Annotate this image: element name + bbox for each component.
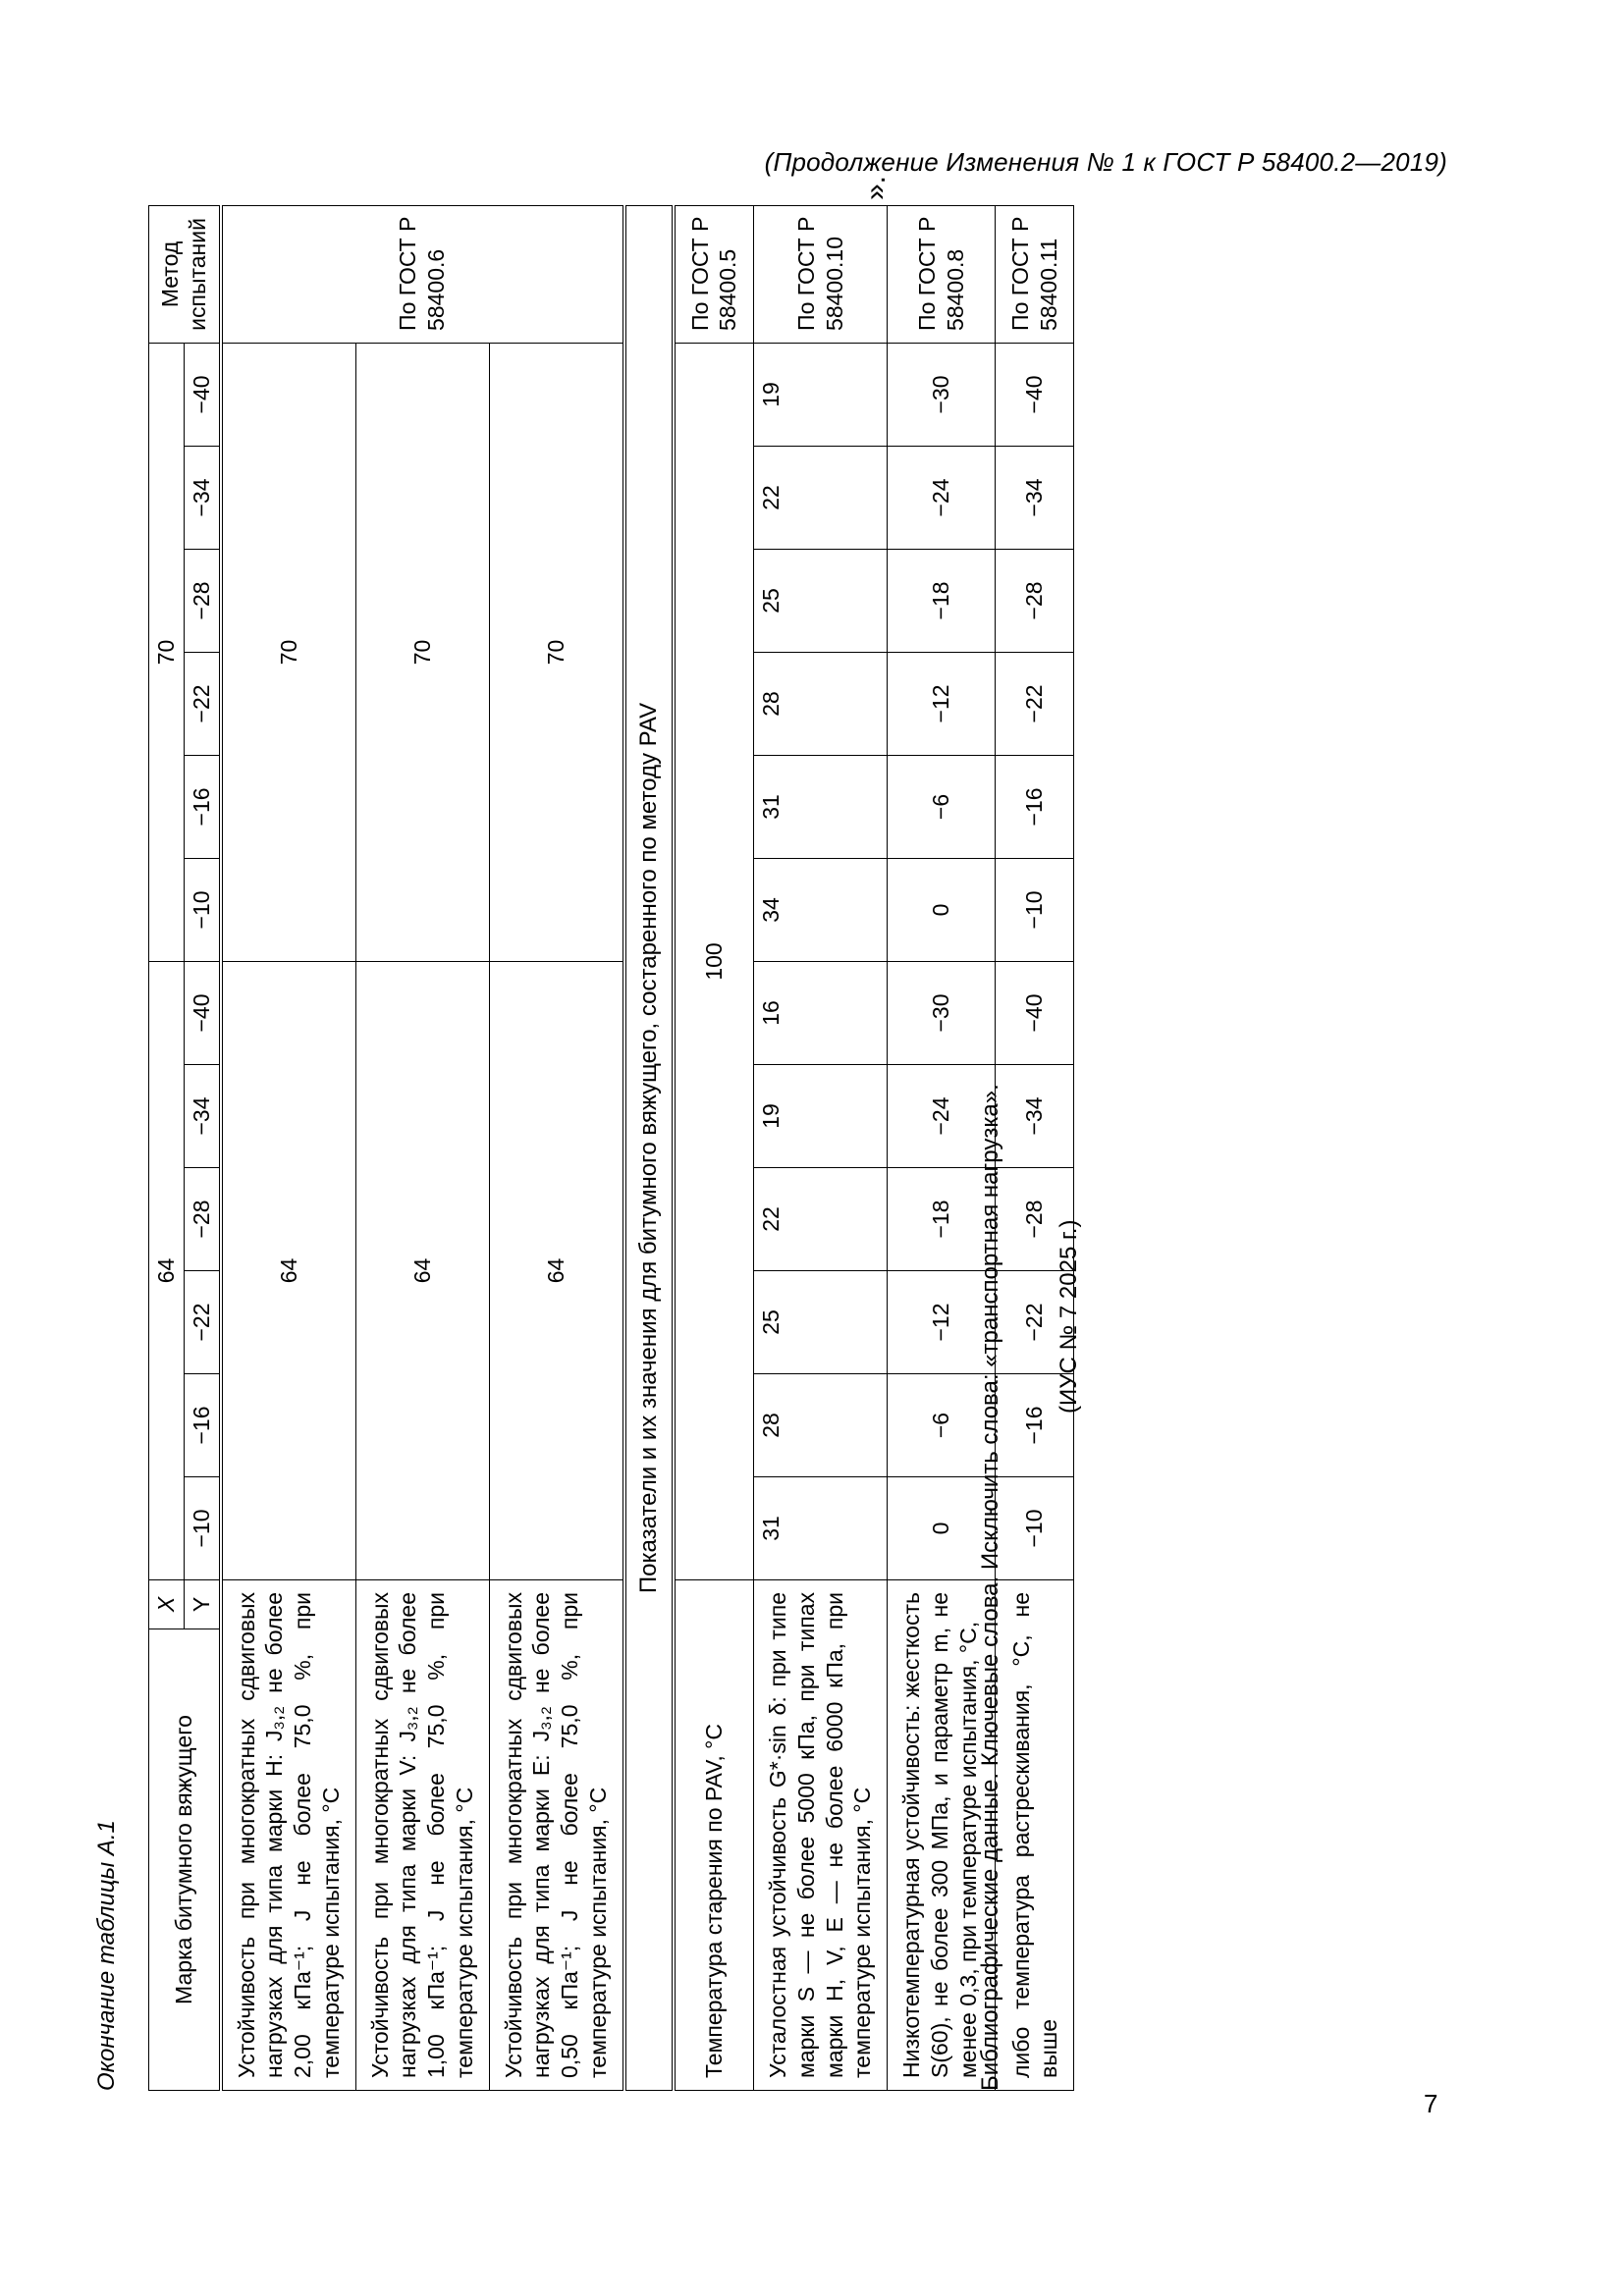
crack-cell: −40 bbox=[996, 343, 1074, 446]
temp-header: −16 bbox=[184, 755, 220, 858]
rotated-content bbox=[93, 0, 1173, 2101]
temp-header: −22 bbox=[184, 1271, 220, 1374]
header-row-1 bbox=[149, 205, 185, 2090]
crack-cell: −34 bbox=[996, 446, 1074, 549]
page-header: (Продолжение Изменения № 1 к ГОСТ Р 58400.2—2019) bbox=[764, 147, 1447, 177]
fatigue-cell: 16 bbox=[754, 961, 888, 1064]
temp-header: −40 bbox=[184, 343, 220, 446]
row-label-pav: Температура старения по PAV, °C bbox=[674, 1580, 754, 2091]
method-mscr: По ГОСТ Р 58400.6 bbox=[221, 205, 624, 343]
crack-cell: −22 bbox=[996, 1271, 1074, 1374]
row-value-70: 70 bbox=[355, 343, 489, 961]
lowtemp-cell: −18 bbox=[888, 1168, 996, 1271]
row-label-crack: либо температура растрескивания, °C, не выше bbox=[996, 1580, 1074, 2091]
ius-reference: (ИУС № 7 2025 г.) bbox=[1056, 1219, 1082, 1414]
grade-table bbox=[148, 205, 1074, 2091]
table-row-h bbox=[221, 205, 356, 2090]
fatigue-cell: 22 bbox=[754, 446, 888, 549]
fatigue-cell: 31 bbox=[754, 755, 888, 858]
temp-header: −40 bbox=[184, 961, 220, 1064]
lowtemp-cell: −30 bbox=[888, 961, 996, 1064]
method-lowtemp: По ГОСТ Р 58400.8 bbox=[888, 205, 996, 343]
row-value-70: 70 bbox=[221, 343, 356, 961]
temp-header: −34 bbox=[184, 1065, 220, 1168]
crack-cell: −40 bbox=[996, 961, 1074, 1064]
table-row-fatigue bbox=[754, 205, 888, 2090]
fatigue-cell: 31 bbox=[754, 1477, 888, 1580]
fatigue-cell: 19 bbox=[754, 343, 888, 446]
temp-header: −22 bbox=[184, 652, 220, 755]
row-value-64: 64 bbox=[489, 961, 624, 1579]
temp-header: −34 bbox=[184, 446, 220, 549]
crack-cell: −10 bbox=[996, 1477, 1074, 1580]
table-row-crack bbox=[996, 205, 1074, 2090]
lowtemp-cell: −12 bbox=[888, 652, 996, 755]
temp-header: −28 bbox=[184, 549, 220, 652]
table-row-v bbox=[355, 205, 489, 2090]
crack-cell: −28 bbox=[996, 1168, 1074, 1271]
lowtemp-cell: 0 bbox=[888, 858, 996, 961]
x-label: X bbox=[149, 1580, 185, 1629]
crack-cell: −28 bbox=[996, 549, 1074, 652]
lowtemp-cell: −6 bbox=[888, 1374, 996, 1477]
temp-header: −10 bbox=[184, 858, 220, 961]
page-number: 7 bbox=[1424, 2089, 1438, 2118]
lowtemp-cell: −30 bbox=[888, 343, 996, 446]
row-value-70: 70 bbox=[489, 343, 624, 961]
crack-cell: −22 bbox=[996, 652, 1074, 755]
brand-header: Марка битумного вяжущего bbox=[149, 1629, 221, 2091]
fatigue-cell: 25 bbox=[754, 1271, 888, 1374]
method-fatigue: По ГОСТ Р 58400.10 bbox=[754, 205, 888, 343]
section-row bbox=[624, 205, 674, 2090]
method-pav: По ГОСТ Р 58400.5 bbox=[674, 205, 754, 343]
table-row-pav bbox=[674, 205, 754, 2090]
fatigue-cell: 25 bbox=[754, 549, 888, 652]
section-title: Показатели и их значения для битумного вяжущего, состаренного по методу PAV bbox=[624, 205, 674, 2090]
lowtemp-cell: −12 bbox=[888, 1271, 996, 1374]
table-caption: Окончание таблицы А.1 bbox=[93, 1820, 120, 2091]
lowtemp-cell: −24 bbox=[888, 446, 996, 549]
fatigue-cell: 28 bbox=[754, 652, 888, 755]
row-label-h: Устойчивость при многократных сдвиговых нагрузках для типа марки H: J₃,₂ не более 2,00 кПа⁻¹; J не более 75,0 %, при температуре испытания, °C bbox=[221, 1580, 356, 2091]
crack-cell: −16 bbox=[996, 1374, 1074, 1477]
fatigue-cell: 28 bbox=[754, 1374, 888, 1477]
y-label: Y bbox=[184, 1580, 220, 1629]
row-value-64: 64 bbox=[355, 961, 489, 1579]
crack-cell: −10 bbox=[996, 858, 1074, 961]
crack-cell: −16 bbox=[996, 755, 1074, 858]
row-value-pav: 100 bbox=[674, 343, 754, 1579]
temp-header: −28 bbox=[184, 1168, 220, 1271]
bibliography-note: Библиографические данные. Ключевые слова. Исключить слова: «транспортная нагрузка». bbox=[977, 1084, 1003, 2091]
method-header: Метод испытаний bbox=[149, 205, 221, 343]
closing-quote: ». bbox=[859, 175, 892, 200]
crack-cell: −34 bbox=[996, 1065, 1074, 1168]
pg70-header: 70 bbox=[149, 343, 185, 961]
table-row-e bbox=[489, 205, 624, 2090]
lowtemp-cell: 0 bbox=[888, 1477, 996, 1580]
row-label-v: Устойчивость при многократных сдвиговых нагрузках для типа марки V: J₃,₂ не более 1,00 кПа⁻¹; J не более 75,0 %, при температуре испытания, °C bbox=[355, 1580, 489, 2091]
method-crack: По ГОСТ Р 58400.11 bbox=[996, 205, 1074, 343]
fatigue-cell: 34 bbox=[754, 858, 888, 961]
row-label-e: Устойчивость при многократных сдвиговых нагрузках для типа марки E: J₃,₂ не более 0,50 кПа⁻¹; J не более 75,0 %, при температуре испытания, °C bbox=[489, 1580, 624, 2091]
row-value-64: 64 bbox=[221, 961, 356, 1579]
temp-header: −16 bbox=[184, 1374, 220, 1477]
fatigue-cell: 22 bbox=[754, 1168, 888, 1271]
lowtemp-cell: −18 bbox=[888, 549, 996, 652]
fatigue-cell: 19 bbox=[754, 1065, 888, 1168]
pg64-header: 64 bbox=[149, 961, 185, 1579]
lowtemp-cell: −6 bbox=[888, 755, 996, 858]
lowtemp-cell: −24 bbox=[888, 1065, 996, 1168]
row-label-lowtemp: Низкотемпературная устойчивость: жесткость S(60), не более 300 МПа, и параметр m, не менее 0,3, при температуре испытания, °C, bbox=[888, 1580, 996, 2091]
temp-header: −10 bbox=[184, 1477, 220, 1580]
row-label-fatigue: Усталостная устойчивость G*·sin δ: при типе марки S — не более 5000 кПа, при типах марки H, V, E — не более 6000 кПа, при температуре испытания, °C bbox=[754, 1580, 888, 2091]
